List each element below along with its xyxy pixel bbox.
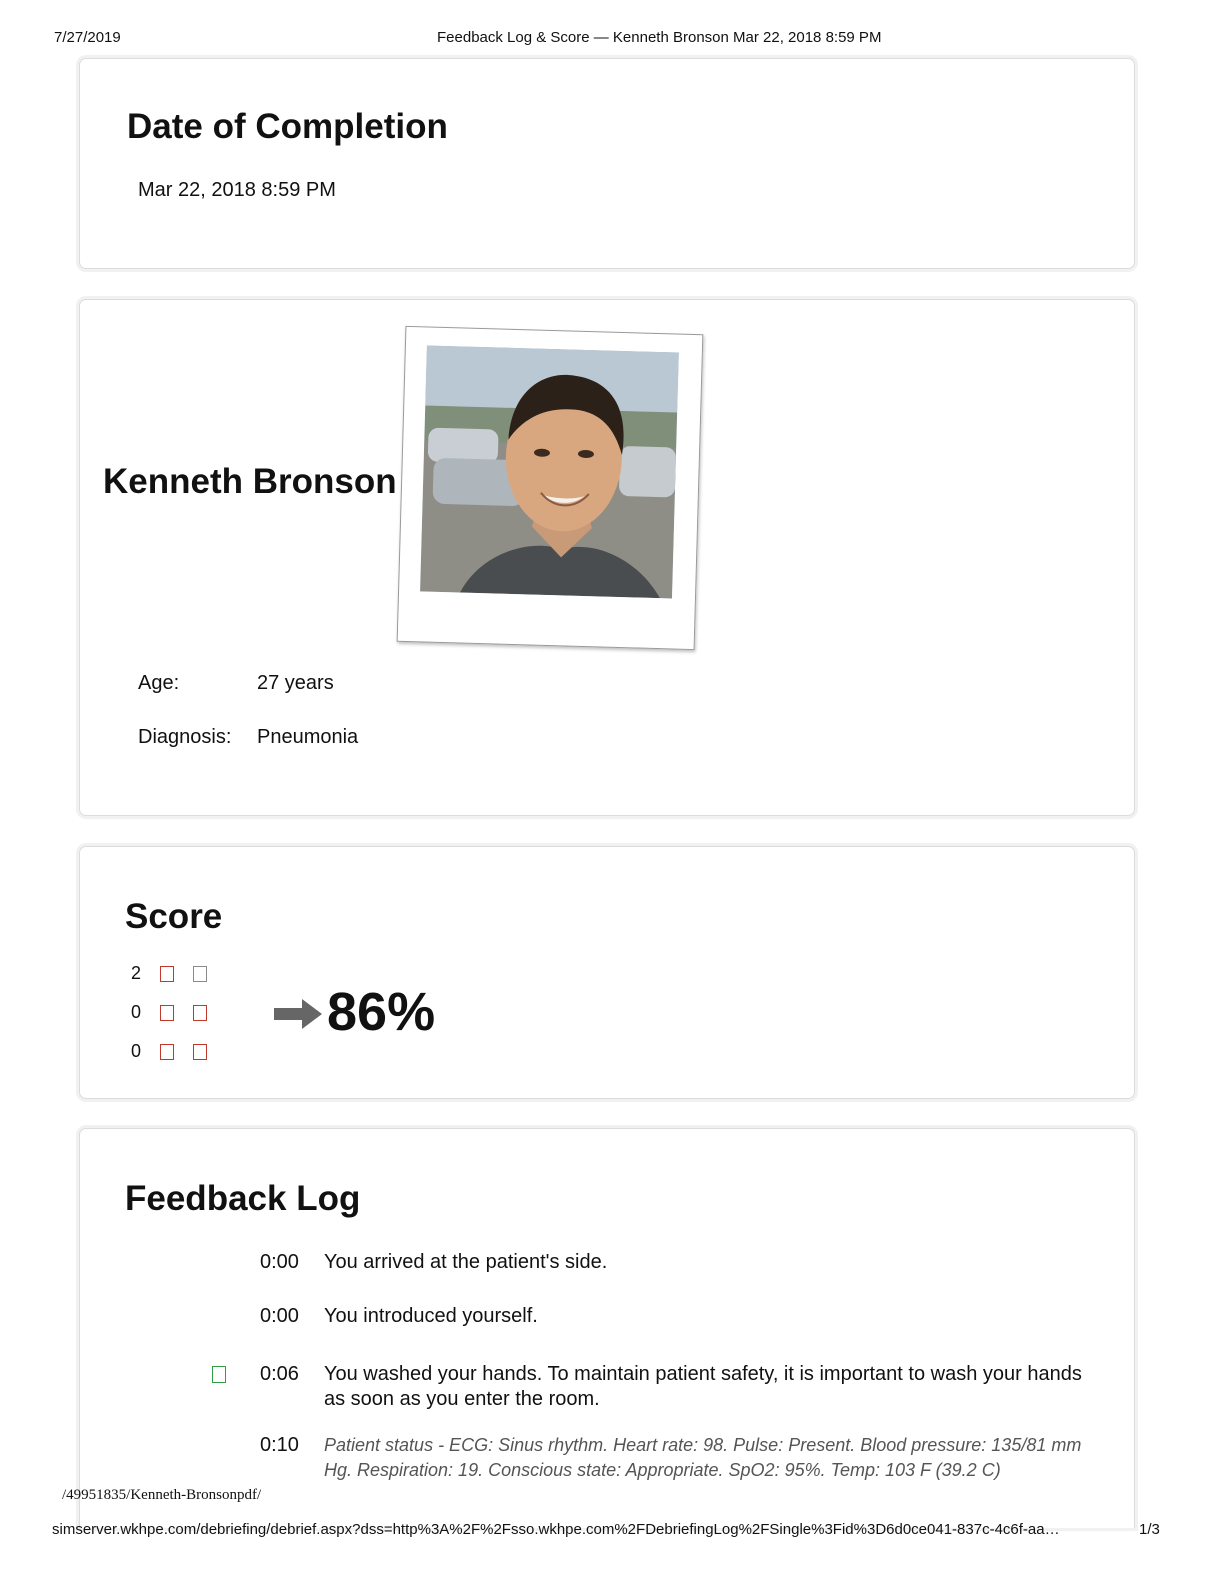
arrow-right-icon — [274, 999, 322, 1029]
patient-card — [79, 299, 1135, 816]
print-footer-url: simserver.wkhpe.com/debriefing/debrief.aspx?dss=http%3A%2F%2Fsso.wkhpe.com%2FDebriefingLog%2FSingle%3Fid%3D6d0ce041-837c-4c6f-aa… — [52, 1521, 1060, 1538]
score-count: 0 — [131, 1041, 142, 1061]
log-message: You introduced yourself. — [324, 1305, 538, 1327]
score-count: 2 — [131, 963, 142, 983]
print-header — [0, 29, 1224, 49]
print-title: Feedback Log & Score — Kenneth Bronson Mar 22, 2018 8:59 PM — [437, 29, 882, 46]
completion-heading: Date of Completion — [127, 107, 448, 146]
score-percent: 86% — [327, 982, 436, 1042]
score-count: 0 — [131, 1002, 142, 1022]
patient-photo — [420, 346, 679, 599]
status-box-icon — [193, 1005, 207, 1021]
status-box-icon — [160, 1005, 174, 1021]
log-time: 0:10 — [260, 1434, 299, 1456]
completion-date: Mar 22, 2018 8:59 PM — [138, 179, 336, 201]
score-heading: Score — [125, 897, 223, 936]
print-date: 7/27/2019 — [54, 29, 121, 46]
age-label: Age: — [138, 672, 180, 694]
completion-card — [79, 58, 1135, 269]
status-box-icon — [160, 1044, 174, 1060]
log-time: 0:00 — [260, 1251, 299, 1273]
feedback-log-heading: Feedback Log — [125, 1179, 361, 1218]
log-message: You arrived at the patient's side. — [324, 1251, 608, 1273]
log-time: 0:06 — [260, 1363, 299, 1385]
status-box-icon — [193, 1044, 207, 1060]
patient-photo-frame — [397, 326, 704, 650]
log-message: You washed your hands. To maintain patient safety, it is important to wash your hands as soon as you enter the room. — [324, 1363, 1082, 1410]
print-footer-page: 1/3 — [1139, 1521, 1160, 1538]
log-time: 0:00 — [260, 1305, 299, 1327]
status-box-icon — [193, 966, 207, 982]
feedback-log-card — [79, 1128, 1135, 1528]
correct-box-icon — [212, 1366, 226, 1383]
diagnosis-value: Pneumonia — [257, 726, 359, 748]
status-box-icon — [160, 966, 174, 982]
print-footer-path: /49951835/Kenneth-Bronsonpdf/ — [62, 1487, 262, 1503]
diagnosis-label: Diagnosis: — [138, 726, 232, 748]
patient-name: Kenneth Bronson — [103, 462, 397, 501]
score-card — [79, 846, 1135, 1099]
patient-status-message: Patient status - ECG: Sinus rhythm. Heart rate: 98. Pulse: Present. Blood pressure: 135/81 mm Hg. Respiration: 19. Conscious state: Appropriate. SpO2: 95%. Temp: 103 F (39.2 C) — [324, 1435, 1082, 1480]
age-value: 27 years — [257, 672, 334, 694]
